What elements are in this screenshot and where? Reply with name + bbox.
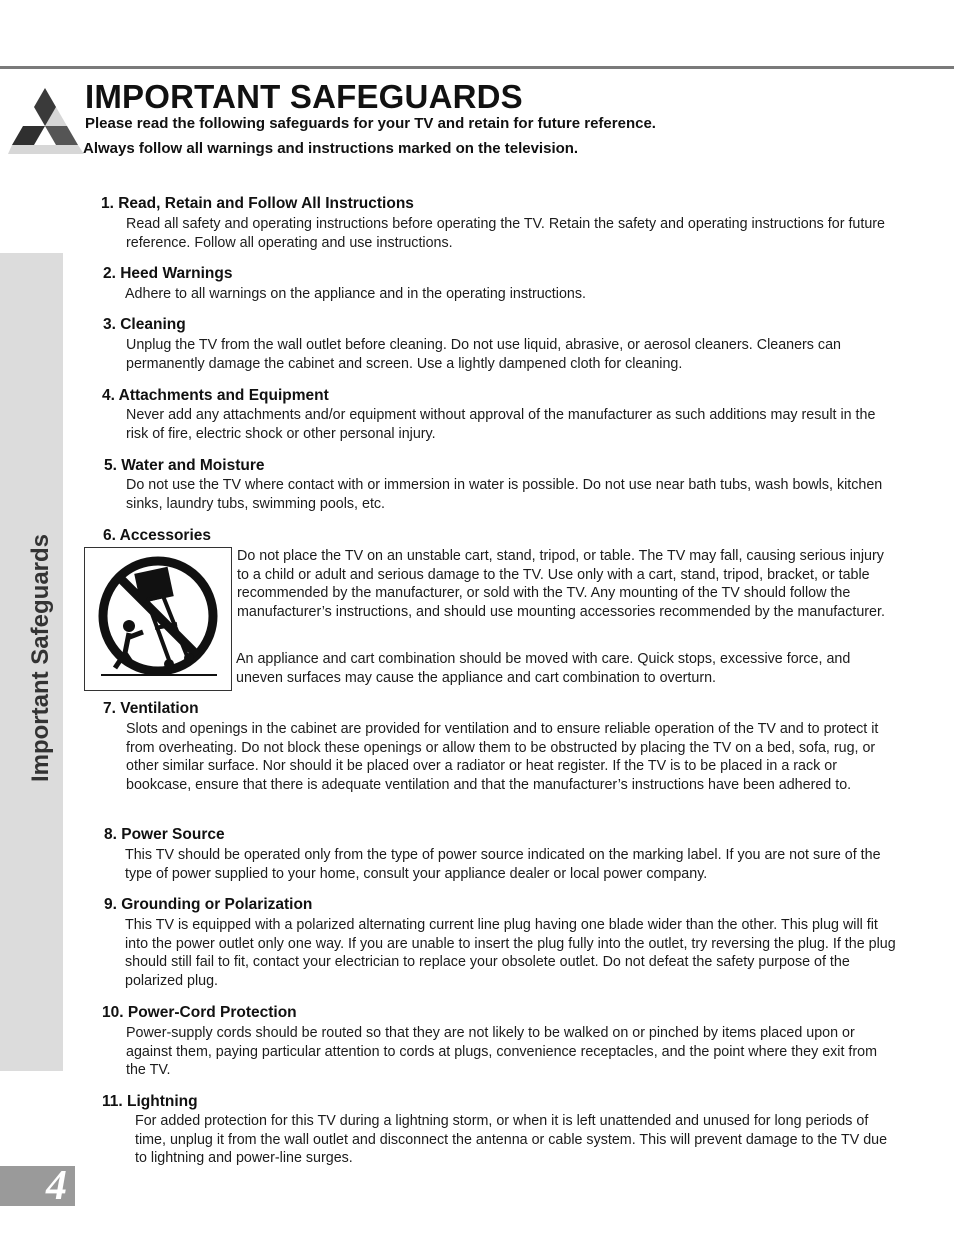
safeguard-text: This TV is equipped with a polarized alternating current line plug having one blade wider than the other. This plug will fit into the power outlet only one way. If you are unable to insert the plug fully into the outlet, try reversing the plug. If the plug should still fail to fit, contact your electrician to replace your obsolete outlet. Do not defeat the safety purpose of the polarized plug. bbox=[125, 917, 896, 990]
safeguard-text: Read all safety and operating instructions before operating the TV. Retain the safety and operating instructions for future reference. Follow all operating and use instructions. bbox=[126, 216, 885, 251]
safeguard-heading: 6. Accessories bbox=[103, 527, 212, 544]
safeguard-heading: 3. Cleaning bbox=[103, 316, 186, 333]
safeguard-text: Unplug the TV from the wall outlet before cleaning. Do not use liquid, abrasive, or aerosol cleaners. Cleaners can permanently damage the cabinet and screen. Use a lightly dampened cloth for cleaning. bbox=[126, 337, 841, 372]
safeguard-heading: 2. Heed Warnings bbox=[103, 265, 233, 282]
safeguard-heading: 8. Power Source bbox=[104, 826, 225, 843]
safeguard-heading: 5. Water and Moisture bbox=[104, 457, 265, 474]
cart-warning-figure bbox=[84, 547, 232, 691]
safeguard-heading: 9. Grounding or Polarization bbox=[104, 896, 313, 913]
page-number: 4 bbox=[46, 1163, 67, 1209]
safeguard-heading: 10. Power-Cord Protection bbox=[102, 1004, 297, 1021]
top-rule bbox=[0, 66, 954, 69]
page-title: IMPORTANT SAFEGUARDS bbox=[85, 78, 523, 115]
cart-tip-over-warning-icon bbox=[85, 548, 231, 690]
safeguard-text: Adhere to all warnings on the appliance and in the operating instructions. bbox=[125, 286, 586, 302]
intro-line-1: Please read the following safeguards for your TV and retain for future reference. bbox=[85, 115, 656, 132]
safeguard-text: Do not place the TV on an unstable cart, stand, tripod, or table. The TV may fall, causing serious injury to a child or adult and serious damage to the TV. Use only with a cart, stand, tripod, bracket, or table recommended by the manufacturer, or sold with the TV. Any mounting of the TV should follow the manufacturer’s instructions, and should use mounting accessories recommended by the manufacturer. bbox=[237, 548, 885, 621]
safeguard-text: For added protection for this TV during a lightning storm, or when it is left unattended and unused for long periods of time, unplug it from the wall outlet and disconnect the antenna or cable system. This will prevent damage to the TV due to lightning and power-line surges. bbox=[135, 1113, 888, 1167]
safeguard-text: This TV should be operated only from the type of power source indicated on the marking label. If you are not sure of the type of power supplied to your home, consult your appliance dealer or local power company. bbox=[125, 847, 881, 882]
page-number-box bbox=[0, 1163, 75, 1209]
safeguard-heading: 1. Read, Retain and Follow All Instructions bbox=[101, 195, 414, 212]
intro-line-2: Always follow all warnings and instructions marked on the television. bbox=[83, 140, 579, 157]
safeguard-text-2: An appliance and cart combination should be moved with care. Quick stops, excessive force, and uneven surfaces may cause the appliance and cart combination to overturn. bbox=[236, 651, 851, 686]
safeguard-text: Power-supply cords should be routed so that they are not likely to be walked on or pinched by items placed upon or against them, paying particular attention to cords at plugs, convenience receptacles, and the point where they exit from the TV. bbox=[126, 1025, 878, 1079]
safeguard-heading: 11. Lightning bbox=[102, 1093, 198, 1110]
side-section-label: Important Safeguards bbox=[27, 533, 54, 783]
safeguard-heading: 7. Ventilation bbox=[103, 700, 199, 717]
safeguard-text: Slots and openings in the cabinet are provided for ventilation and to ensure reliable operation of the TV and to protect it from overheating. Do not block these openings or allow them to be obstructed by placing the TV on a bed, sofa, rug, or other similar surface. Nor should it be placed over a radiator or heat register. If the TV is to be placed in a rack or bookcase, ensure that there is adequate ventilation and that the manufacturer’s instructions have been adhered to. bbox=[126, 721, 879, 794]
safeguard-text: Never add any attachments and/or equipment without approval of the manufacturer as such additions may result in the risk of fire, electric shock or other personal injury. bbox=[126, 407, 876, 442]
mitsubishi-logo-icon bbox=[6, 86, 84, 158]
safeguard-text: Do not use the TV where contact with or immersion in water is possible. Do not use near bath tubs, wash bowls, kitchen sinks, laundry tubs, swimming pools, etc. bbox=[126, 477, 883, 512]
safeguard-heading: 4. Attachments and Equipment bbox=[102, 387, 329, 404]
